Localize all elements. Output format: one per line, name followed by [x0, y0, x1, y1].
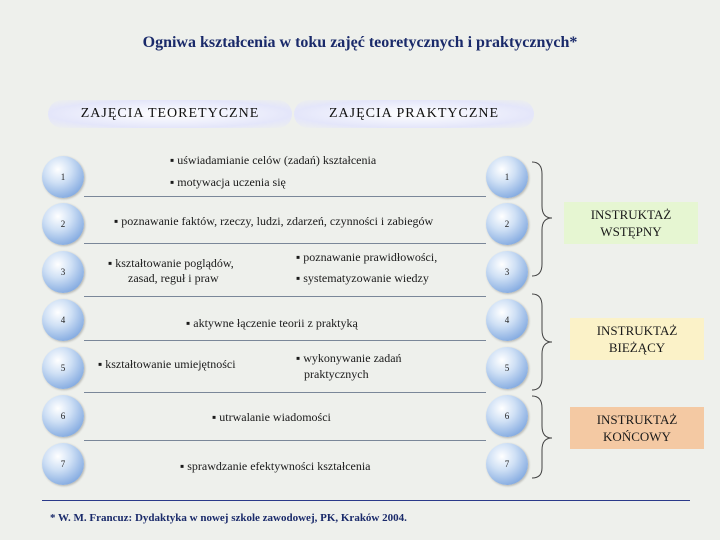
item-motivation: ▪ motywacja uczenia się: [170, 175, 286, 189]
step-circle-left: 6: [42, 395, 84, 437]
footnote-divider: [42, 500, 690, 501]
item-tasks-2: praktycznych: [304, 367, 369, 381]
footnote: * W. M. Francuz: Dydaktyka w nowej szkole zawodowej, PK, Kraków 2004.: [50, 512, 407, 524]
item-views-2: zasad, reguł i praw: [128, 271, 219, 285]
item-regularities: ▪ poznawanie prawidłowości,: [296, 250, 438, 264]
item-systematize: ▪ systematyzowanie wiedzy: [296, 271, 429, 285]
row-separator: [84, 440, 486, 441]
brace-current: [532, 294, 552, 390]
step-circle-right: 3: [486, 251, 528, 293]
instruction-final: [570, 407, 704, 449]
header-theory: ZAJĘCIA TEORETYCZNE: [48, 100, 292, 128]
instruction-final-line1: INSTRUKTAŻ: [596, 412, 678, 427]
instruction-initial-line1: INSTRUKTAŻ: [590, 207, 672, 222]
step-circle-right: 7: [486, 443, 528, 485]
instruction-final-line2: KOŃCOWY: [603, 429, 671, 444]
row-separator: [84, 296, 486, 297]
item-skills: ▪ kształtowanie umiejętności: [98, 357, 236, 371]
step-circle-right: 4: [486, 299, 528, 341]
item-consolidate: ▪ utrwalanie wiadomości: [212, 410, 331, 424]
row-separator: [84, 196, 486, 197]
step-circle-right: 1: [486, 156, 528, 198]
instruction-current-line2: BIEŻĄCY: [608, 340, 666, 355]
page-title: Ogniwa kształcenia w toku zajęć teoretycznych i praktycznych*: [142, 34, 578, 51]
step-circle-left: 7: [42, 443, 84, 485]
row-separator: [84, 340, 486, 341]
step-circle-left: 3: [42, 251, 84, 293]
row-separator: [84, 392, 486, 393]
item-tasks: ▪ wykonywanie zadań: [296, 351, 402, 365]
step-circle-left: 2: [42, 203, 84, 245]
header-practice: ZAJĘCIA PRAKTYCZNE: [294, 100, 534, 128]
instruction-initial-line2: WSTĘPNY: [600, 224, 662, 239]
item-views: ▪ kształtowanie poglądów,: [108, 256, 234, 270]
step-circle-left: 5: [42, 347, 84, 389]
item-goals: ▪ uświadamianie celów (zadań) kształcenia: [170, 153, 377, 167]
item-facts: ▪ poznawanie faktów, rzeczy, ludzi, zdarzeń, czynności i zabiegów: [114, 214, 434, 228]
brace-final: [532, 396, 552, 478]
step-circle-right: 6: [486, 395, 528, 437]
step-circle-right: 5: [486, 347, 528, 389]
item-evaluate: ▪ sprawdzanie efektywności kształcenia: [180, 459, 371, 473]
instruction-current-line1: INSTRUKTAŻ: [596, 323, 678, 338]
item-theory-practice: ▪ aktywne łączenie teorii z praktyką: [186, 316, 358, 330]
step-circle-left: 4: [42, 299, 84, 341]
brace-initial: [532, 162, 552, 276]
step-circle-right: 2: [486, 203, 528, 245]
instruction-current: [570, 318, 704, 360]
row-separator: [84, 243, 486, 244]
step-circle-left: 1: [42, 156, 84, 198]
instruction-initial: [564, 202, 698, 244]
